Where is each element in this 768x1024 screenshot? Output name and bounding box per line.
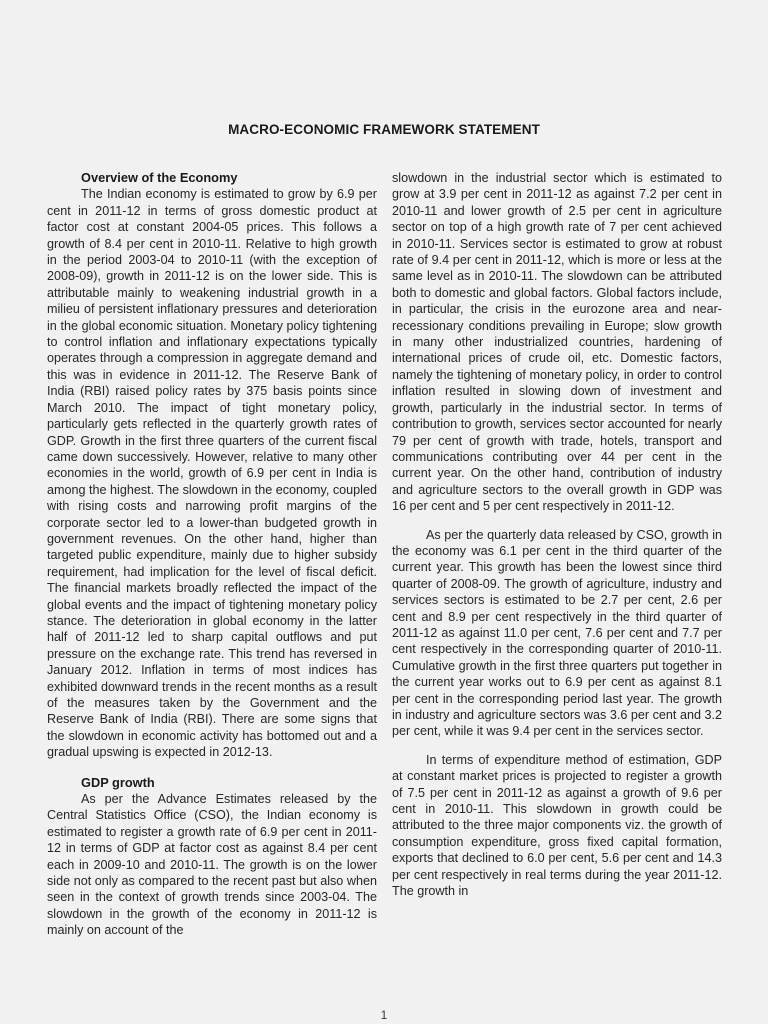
page-number: 1 — [380, 1010, 388, 1022]
paragraph-expenditure-method: In terms of expenditure method of estimation, GDP at constant market prices is projected to register a growth of 7.5 per cent in 2011-12 as against a growth of 9.6 per cent in 2010-11. This slowdown in growth could be attributed to the three major components viz. the growth of consumption expenditure, gross fixed capital formation, exports that declined to 6.0 per cent, 5.6 per cent and 14.3 per cent respectively in real terms during the year 2011-12. The growth in — [392, 752, 722, 899]
paragraph-gdp-growth: As per the Advance Estimates released by the Central Statistics Office (CSO), the Indian economy is estimated to register a growth rate of 6.9 per cent in 2011-12 in terms of GDP at factor cost as against 8.4 per cent each in 2009-10 and 2010-11. The growth is on the lower side not only as compared to the recent past but also when seen in the context of growth trends since 2003-04. The slowdown in the growth of the economy in 2011-12 is mainly on account of the — [47, 792, 377, 938]
left-column — [47, 170, 377, 939]
paragraph-overview: The Indian economy is estimated to grow by 6.9 per cent in 2011-12 in terms of gross domestic product at factor cost at constant 2004-05 prices. This follows a growth of 8.4 per cent in 2010-11. Relative to high growth in the period 2003-04 to 2010-11 (with the exception of 2008-09), growth in 2011-12 is on the lower side. This is attributable mainly to weakening industrial growth in a milieu of persistent inflationary pressures and deterioration in the global economic situation. Monetary policy tightening to control inflation and inflationary expectations typically operates through a compression in aggregate demand and this was in evidence in 2011-12. The Reserve Bank of India (RBI) raised policy rates by 375 basis points since March 2010. The impact of tight monetary policy, particularly gets reflected in the quarterly growth rates of GDP. Growth in the first three quarters of the current fiscal came down successively. However, relative to many other economies in the world, growth of 6.9 per cent in India is among the highest. The slowdown in the economy, coupled with rising costs and narrowing profit margins of the corporate sector led to a lower-than budgeted growth in government revenues. On the other hand, higher than targeted public expenditure, mainly due to higher subsidy requirement, had implication for the level of fiscal deficit. The financial markets broadly reflected the impact of the global events and the impact of tightening monetary policy stance. The deterioration in global economy in the latter half of 2011-12 led to sharp capital outflows and put pressure on the exchange rate. This trend has reversed in January 2012. Inflation in terms of most indices has exhibited downward trends in the recent months as a result of the measures taken by the Government and the Reserve Bank of India (RBI). There are some signs that the slowdown in economic activity has bottomed out and a gradual upswing is expected in 2012-13. — [47, 187, 377, 760]
heading-gdp-growth: GDP growth — [81, 774, 155, 790]
paragraph-quarterly-data: As per the quarterly data released by CSO, growth in the economy was 6.1 per cent in the third quarter of the current year. This growth has been the lowest since third quarter of 2008-09. The growth of agriculture, industry and services sectors is estimated to be 2.7 per cent, 2.6 per cent and 8.9 per cent respectively in the third quarter of 2011-12 as against 11.0 per cent, 7.6 per cent and 7.7 per cent respectively in the corresponding quarter of 2010-11. Cumulative growth in the first three quarters put together in the current year works out to 6.9 per cent as against 8.1 per cent in the corresponding period last year. The growth in industry and agriculture sectors was 3.6 per cent and 3.2 per cent, while it was 9.4 per cent in the services sector. — [392, 527, 722, 739]
right-column — [392, 170, 722, 899]
document-title: MACRO-ECONOMIC FRAMEWORK STATEMENT — [228, 122, 540, 137]
paragraph-continued: slowdown in the industrial sector which is estimated to grow at 3.9 per cent in 2011-12 as against 7.2 per cent in 2010-11 and lower growth of 2.5 per cent in agriculture sector on top of a high growth rate of 7 per cent achieved in 2010-11. Services sector is estimated to grow at robust rate of 9.4 per cent in 2011-12, which is more or less at the same level as in 2010-11. The slowdown can be attributed both to domestic and global factors. Global factors include, in particular, the crisis in the eurozone area and near-recessionary conditions prevailing in Europe; slow growth in many other industrialized countries, hardening of international prices of crude oil, etc. Domestic factors, namely the tightening of monetary policy, in order to control inflation resulted in slowing down of investment and growth, particularly in the industrial sector. In terms of contribution to growth, services sector accounted for nearly 79 per cent of growth with trade, hotels, transport and communications contributing over 44 per cent in the current year. On the other hand, contribution of industry and agriculture sectors to the overall growth in GDP was 16 per cent and 5 per cent respectively in 2011-12. — [392, 171, 722, 514]
heading-overview-of-economy: Overview of the Economy — [81, 170, 238, 185]
